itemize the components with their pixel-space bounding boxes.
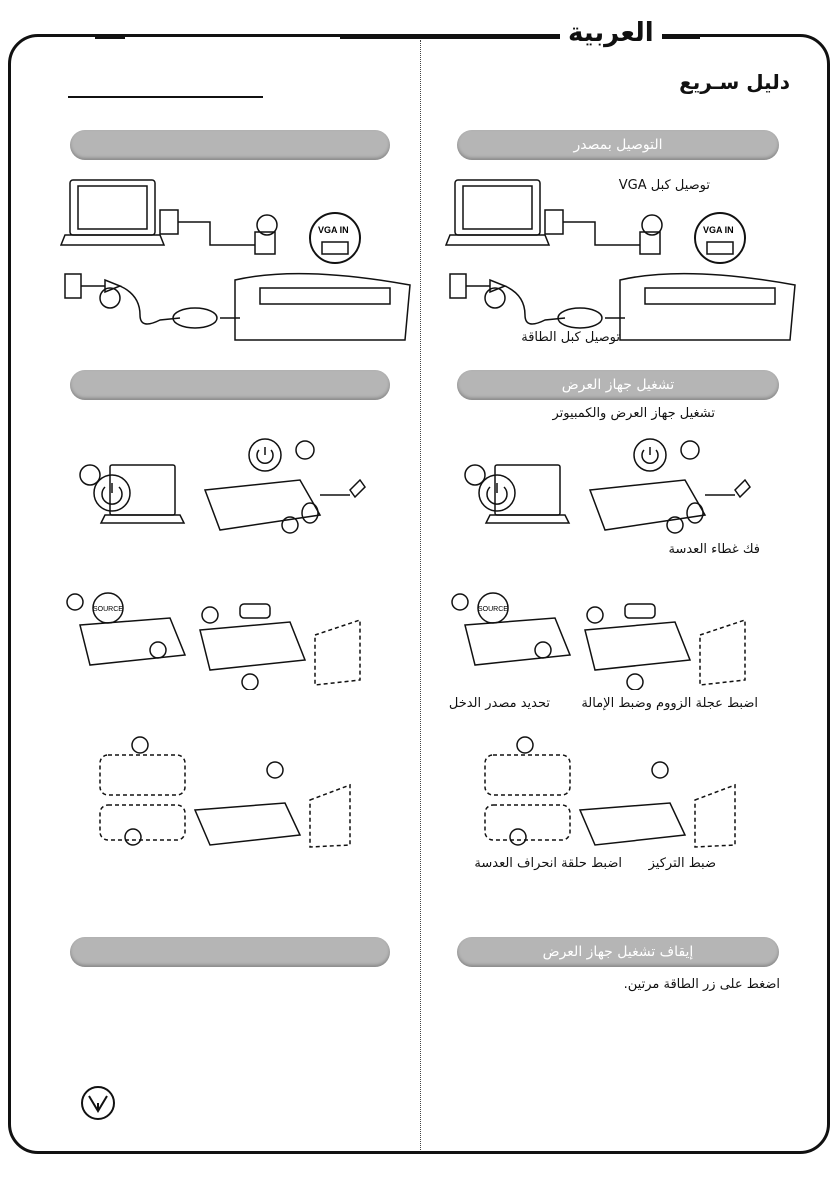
keystone-caption: اضبط حلقة انحراف العدسة (474, 856, 622, 871)
left-connect-bar (70, 130, 390, 160)
power-on-caption: تشغيل جهاز العرض والكمبيوتر (552, 406, 715, 421)
focus-illustration-left (95, 735, 395, 850)
power-on-section-header: تشغيل جهاز العرض (457, 370, 779, 400)
power-on-illustration-right (445, 435, 775, 545)
lens-cap-caption: فك غطاء العدسة (668, 542, 760, 557)
source-label-right: SOURCE (478, 606, 508, 613)
power-on-illustration-left (60, 435, 390, 545)
left-power-on-bar (70, 370, 390, 400)
vga-in-label-right: VGA IN (703, 225, 734, 235)
zoom-caption: اضبط عجلة الزووم وضبط الإمالة (581, 696, 758, 711)
source-label-left: SOURCE (93, 606, 123, 613)
connect-section-header: التوصيل بمصدر (457, 130, 779, 160)
left-power-off-bar (70, 937, 390, 967)
power-off-section-header: إيقاف تشغيل جهاز العرض (457, 937, 779, 967)
connection-illustration-left (60, 170, 420, 345)
vga-caption: توصيل كبل VGA (618, 178, 710, 193)
focus-caption: ضبط التركيز (648, 856, 716, 871)
focus-illustration-right (480, 735, 780, 850)
header-rule-right (660, 36, 700, 39)
connection-illustration-right (445, 170, 805, 345)
header-rule-middle (340, 36, 562, 39)
source-zoom-illustration-left (60, 590, 400, 690)
left-title-underline (68, 96, 263, 98)
certification-mark-icon (78, 1083, 118, 1123)
power-off-caption: اضغط على زر الطاقة مرتين. (623, 977, 780, 992)
source-zoom-illustration-right (445, 590, 785, 690)
language-title: العربية (560, 18, 662, 48)
header-rule-left (95, 36, 125, 39)
power-cable-caption: توصيل كبل الطاقة (521, 330, 620, 345)
quick-guide-title: دليل سـريع (679, 70, 790, 94)
column-divider (420, 40, 421, 1150)
source-caption: تحديد مصدر الدخل (448, 696, 550, 711)
vga-in-label-left: VGA IN (318, 225, 349, 235)
